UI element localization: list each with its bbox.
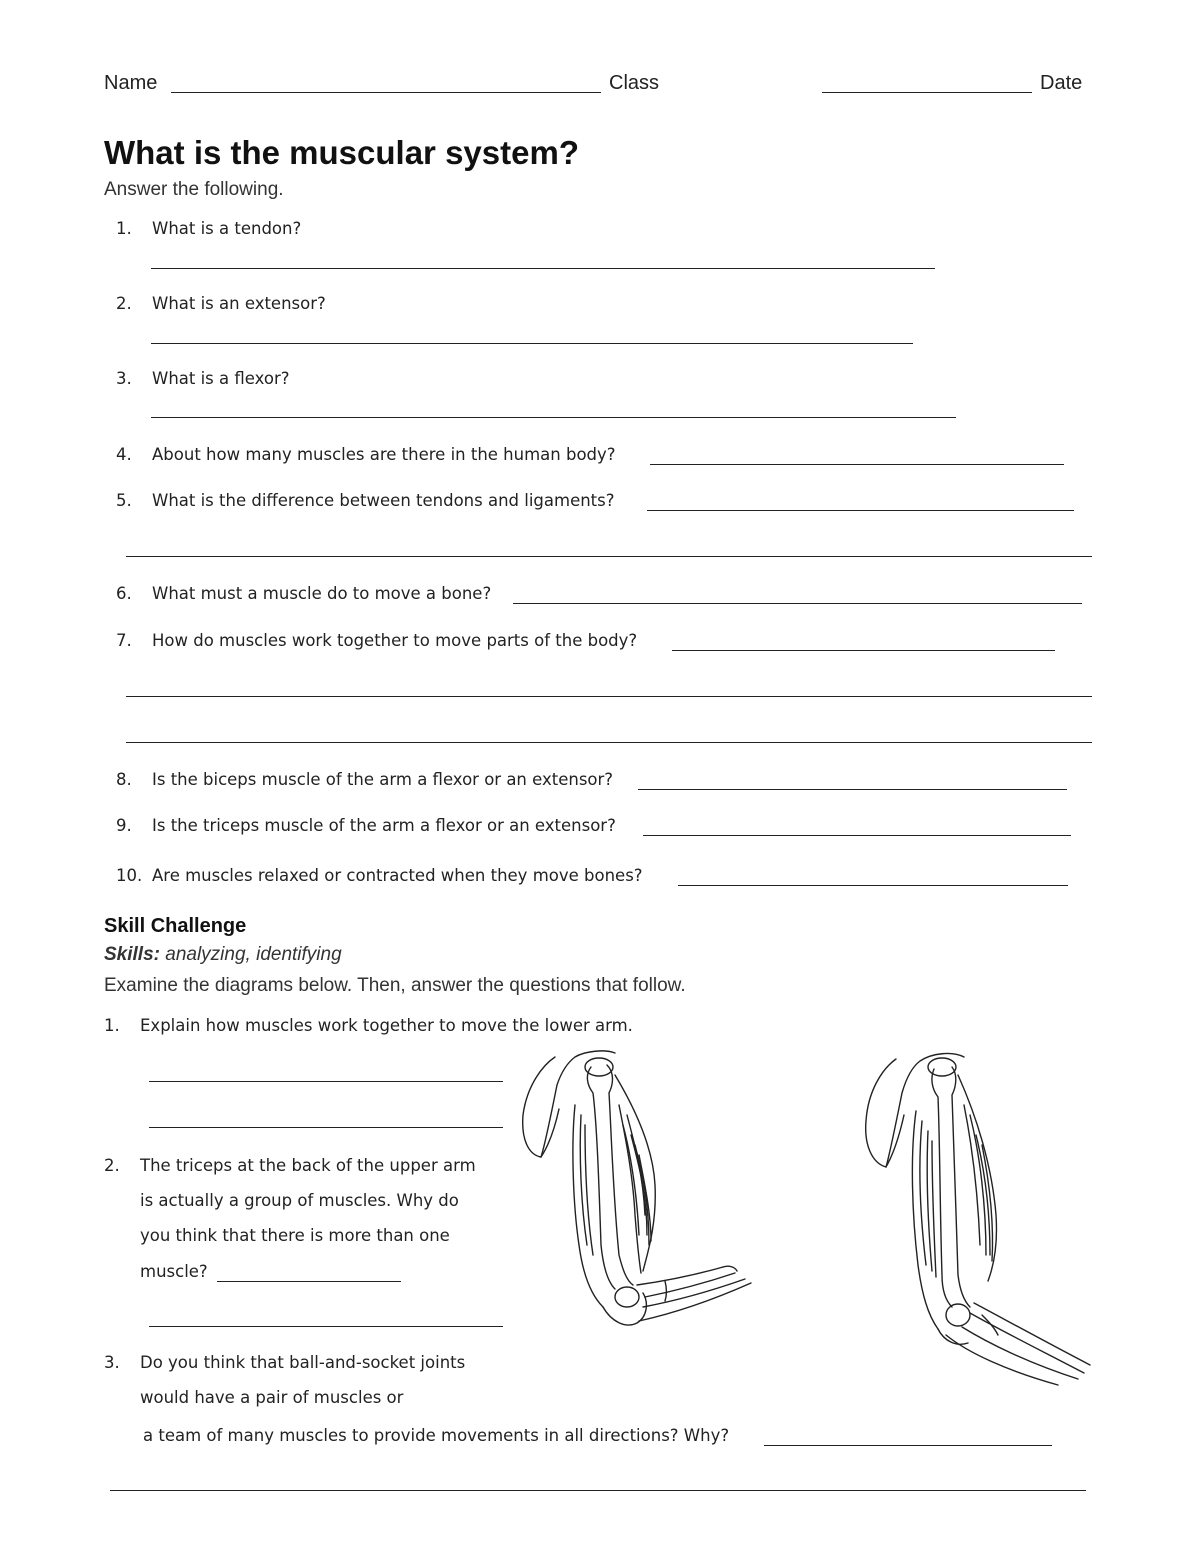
question-8: 8. Is the biceps muscle of the arm a flexor or an extensor? bbox=[116, 770, 614, 789]
question-6: 6. What must a muscle do to move a bone? bbox=[116, 584, 492, 603]
question-4: 4. About how many muscles are there in the human body? bbox=[116, 445, 616, 464]
answer-line-5a[interactable] bbox=[647, 510, 1074, 511]
bent-arm-muscle-diagram bbox=[515, 1045, 760, 1345]
sc-answer-line-3a[interactable] bbox=[764, 1445, 1052, 1446]
sc-answer-line-3b[interactable] bbox=[110, 1490, 1086, 1491]
answer-line-6[interactable] bbox=[513, 603, 1082, 604]
question-3: 3. What is a flexor? bbox=[116, 369, 290, 388]
sc-question-2-line2: is actually a group of muscles. Why do bbox=[140, 1191, 459, 1210]
answer-line-9[interactable] bbox=[643, 835, 1071, 836]
name-field[interactable] bbox=[171, 92, 601, 93]
question-10: 10. Are muscles relaxed or contracted when they move bones? bbox=[116, 866, 643, 885]
question-9: 9. Is the triceps muscle of the arm a flexor or an extensor? bbox=[116, 816, 616, 835]
date-label: Date bbox=[1040, 72, 1083, 94]
page-title: What is the muscular system? bbox=[104, 134, 579, 171]
answer-line-7a[interactable] bbox=[672, 650, 1055, 651]
skills-line: Skills: analyzing, identifying bbox=[104, 944, 342, 965]
answer-line-7b[interactable] bbox=[126, 696, 1092, 697]
sc-answer-line-2b[interactable] bbox=[149, 1326, 503, 1327]
answer-line-2[interactable] bbox=[151, 343, 913, 344]
sc-answer-line-1b[interactable] bbox=[149, 1127, 503, 1128]
sc-question-2: 2. The triceps at the back of the upper arm bbox=[104, 1156, 476, 1175]
answer-line-7c[interactable] bbox=[126, 742, 1092, 743]
sc-question-2-line4: muscle? bbox=[140, 1262, 208, 1281]
skill-challenge-heading: Skill Challenge bbox=[104, 915, 247, 937]
answer-line-5b[interactable] bbox=[126, 556, 1092, 557]
sc-answer-line-1a[interactable] bbox=[149, 1081, 503, 1082]
question-1: 1. What is a tendon? bbox=[116, 219, 302, 238]
instructions: Answer the following. bbox=[104, 179, 284, 200]
straight-arm-muscle-diagram bbox=[858, 1045, 1093, 1390]
skill-instructions: Examine the diagrams below. Then, answer the questions that follow. bbox=[104, 975, 686, 996]
answer-line-1[interactable] bbox=[151, 268, 935, 269]
question-2: 2. What is an extensor? bbox=[116, 294, 326, 313]
sc-question-3-line3: a team of many muscles to provide movements in all directions? Why? bbox=[143, 1426, 730, 1445]
sc-question-3: 3. Do you think that ball-and-socket joints bbox=[104, 1353, 466, 1372]
question-5: 5. What is the difference between tendons and ligaments? bbox=[116, 491, 615, 510]
class-field[interactable] bbox=[822, 92, 1032, 93]
answer-line-4[interactable] bbox=[650, 464, 1064, 465]
sc-question-1: 1. Explain how muscles work together to move the lower arm. bbox=[104, 1016, 633, 1035]
class-label: Class bbox=[609, 72, 660, 94]
name-label: Name bbox=[104, 72, 158, 94]
answer-line-10[interactable] bbox=[678, 885, 1068, 886]
answer-line-8[interactable] bbox=[638, 789, 1067, 790]
answer-line-3[interactable] bbox=[151, 417, 956, 418]
sc-question-3-line2: would have a pair of muscles or bbox=[140, 1388, 404, 1407]
sc-question-2-line3: you think that there is more than one bbox=[140, 1226, 450, 1245]
question-7: 7. How do muscles work together to move parts of the body? bbox=[116, 631, 638, 650]
sc-answer-line-2a[interactable] bbox=[217, 1281, 401, 1282]
